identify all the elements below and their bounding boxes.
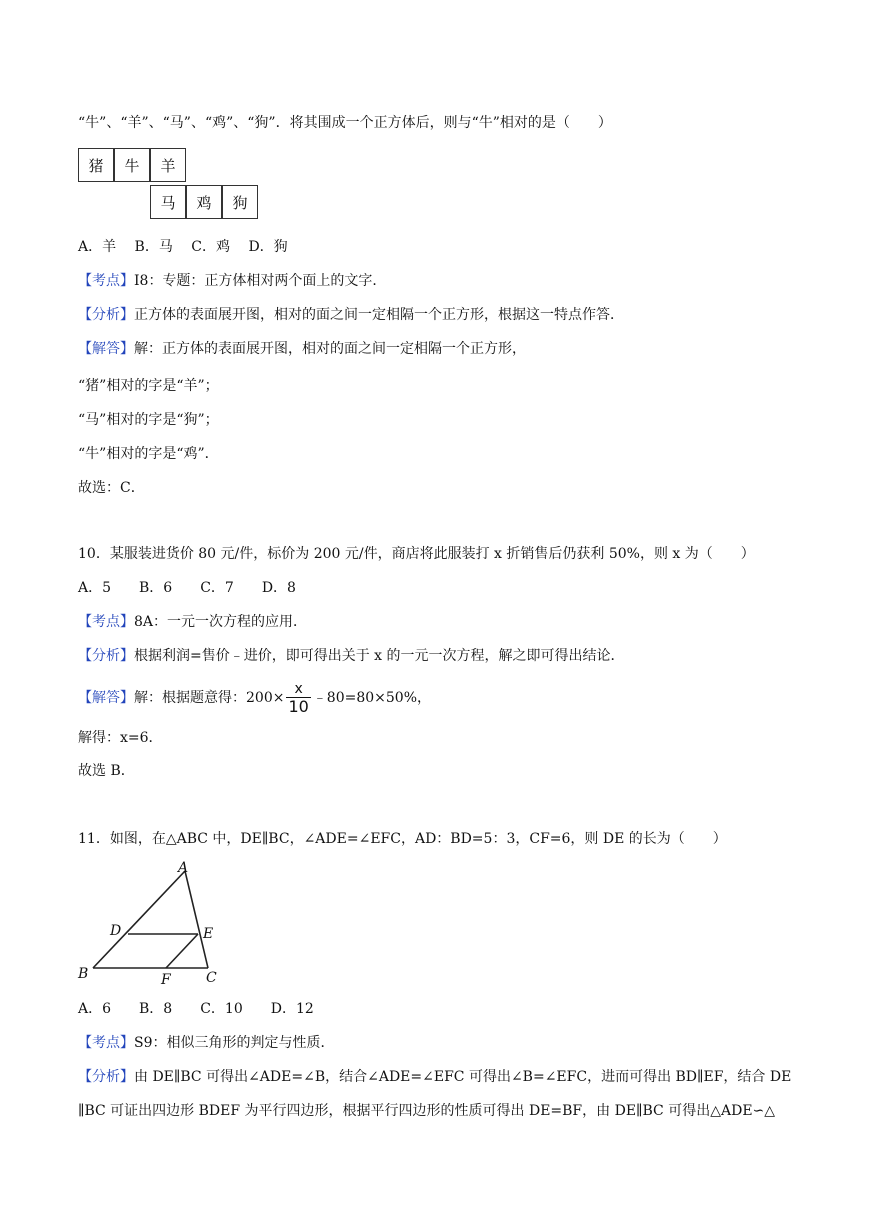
triangle-figure xyxy=(70,856,230,991)
kaodian-tag: 【考点】 xyxy=(78,1035,134,1051)
q10-answer: 故选 B． xyxy=(78,763,135,779)
kaodian-tag: 【考点】 xyxy=(78,273,134,289)
q10-options: A．5 B．6 C．7 D．8 xyxy=(78,580,296,596)
label-d: D xyxy=(110,923,122,939)
jieda-tag: 【解答】 xyxy=(78,341,134,357)
q10-stem: 10．某服装进货价 80 元/件，标价为 200 元/件，商店将此服装打 x 折销售后仍获利 50%，则 x 为（ ） xyxy=(78,546,755,562)
fenxi-text: 由 DE∥BC 可得出∠ADE=∠B，结合∠ADE=∠EFC 可得出∠B=∠EFC，进而可得出 BD∥EF，结合 DE xyxy=(134,1069,792,1085)
label-e: E xyxy=(203,926,214,942)
jieda-pre: 解：根据题意得：200× xyxy=(134,690,285,706)
q9-options: A．羊 B．马 C．鸡 D．狗 xyxy=(78,239,288,255)
q10-fenxi xyxy=(78,647,625,665)
fraction-denominator: 10 xyxy=(288,696,309,716)
jieda-post: ﹣80=80×50%， xyxy=(312,690,432,706)
net-cell-pig: 猪 xyxy=(78,148,114,182)
q9-line1: “猪”相对的字是“羊”； xyxy=(78,378,219,394)
kaodian-tag: 【考点】 xyxy=(78,614,134,630)
q11-fenxi-cont: ∥BC 可证出四边形 BDEF 为平行四边形，根据平行四边形的性质可得出 DE=BF，由 DE∥BC 可得出△ADE∽△ xyxy=(78,1103,776,1119)
fenxi-text: 根据利润=售价﹣进价，即可得出关于 x 的一元一次方程，解之即可得出结论． xyxy=(134,648,625,664)
q9-answer: 故选：C． xyxy=(78,480,145,496)
side-ac xyxy=(185,871,208,968)
side-ab xyxy=(93,871,185,968)
q10-solve: 解得：x=6． xyxy=(78,730,163,746)
q9-jieda xyxy=(78,340,526,358)
fenxi-tag: 【分析】 xyxy=(78,648,134,664)
fraction-numerator: x xyxy=(294,680,303,697)
q9-line3: “牛”相对的字是“鸡”． xyxy=(78,446,219,462)
jieda-text: 解：正方体的表面展开图，相对的面之间一定相隔一个正方形， xyxy=(134,341,526,357)
q11-kaodian xyxy=(78,1034,335,1052)
q11-fenxi xyxy=(78,1068,791,1086)
kaodian-text: I8：专题：正方体相对两个面上的文字． xyxy=(134,273,387,289)
fenxi-text: 正方体的表面展开图，相对的面之间一定相隔一个正方形，根据这一特点作答． xyxy=(134,307,624,323)
net-cell-horse: 马 xyxy=(150,185,186,219)
q10-jieda xyxy=(78,680,431,716)
fenxi-tag: 【分析】 xyxy=(78,1069,134,1085)
net-cell-ox: 牛 xyxy=(114,148,150,182)
net-cell-sheep: 羊 xyxy=(150,148,186,182)
label-b: B xyxy=(78,966,89,982)
q11-options: A．6 B．8 C．10 D．12 xyxy=(78,1001,314,1017)
segment-ef xyxy=(166,934,198,968)
q10-kaodian xyxy=(78,613,307,631)
kaodian-text: 8A：一元一次方程的应用． xyxy=(134,614,308,630)
q11-stem: 11．如图，在△ABC 中，DE∥BC，∠ADE=∠EFC，AD：BD=5：3，CF=6，则 DE 的长为（ ） xyxy=(78,831,727,847)
label-a: A xyxy=(178,860,189,876)
kaodian-text: S9：相似三角形的判定与性质． xyxy=(134,1035,335,1051)
label-f: F xyxy=(161,972,171,988)
label-c: C xyxy=(206,970,217,986)
q9-kaodian xyxy=(78,272,386,290)
q9-line2: “马”相对的字是“狗”； xyxy=(78,412,219,428)
q9-stem: “牛”、“羊”、“马”、“鸡”、“狗”．将其围成一个正方体后，则与“牛”相对的是（ ） xyxy=(78,115,612,131)
jieda-tag: 【解答】 xyxy=(78,690,134,706)
net-cell-dog: 狗 xyxy=(222,185,258,219)
fenxi-tag: 【分析】 xyxy=(78,307,134,323)
net-cell-chicken: 鸡 xyxy=(186,185,222,219)
q9-fenxi xyxy=(78,306,624,324)
fraction xyxy=(286,681,310,716)
